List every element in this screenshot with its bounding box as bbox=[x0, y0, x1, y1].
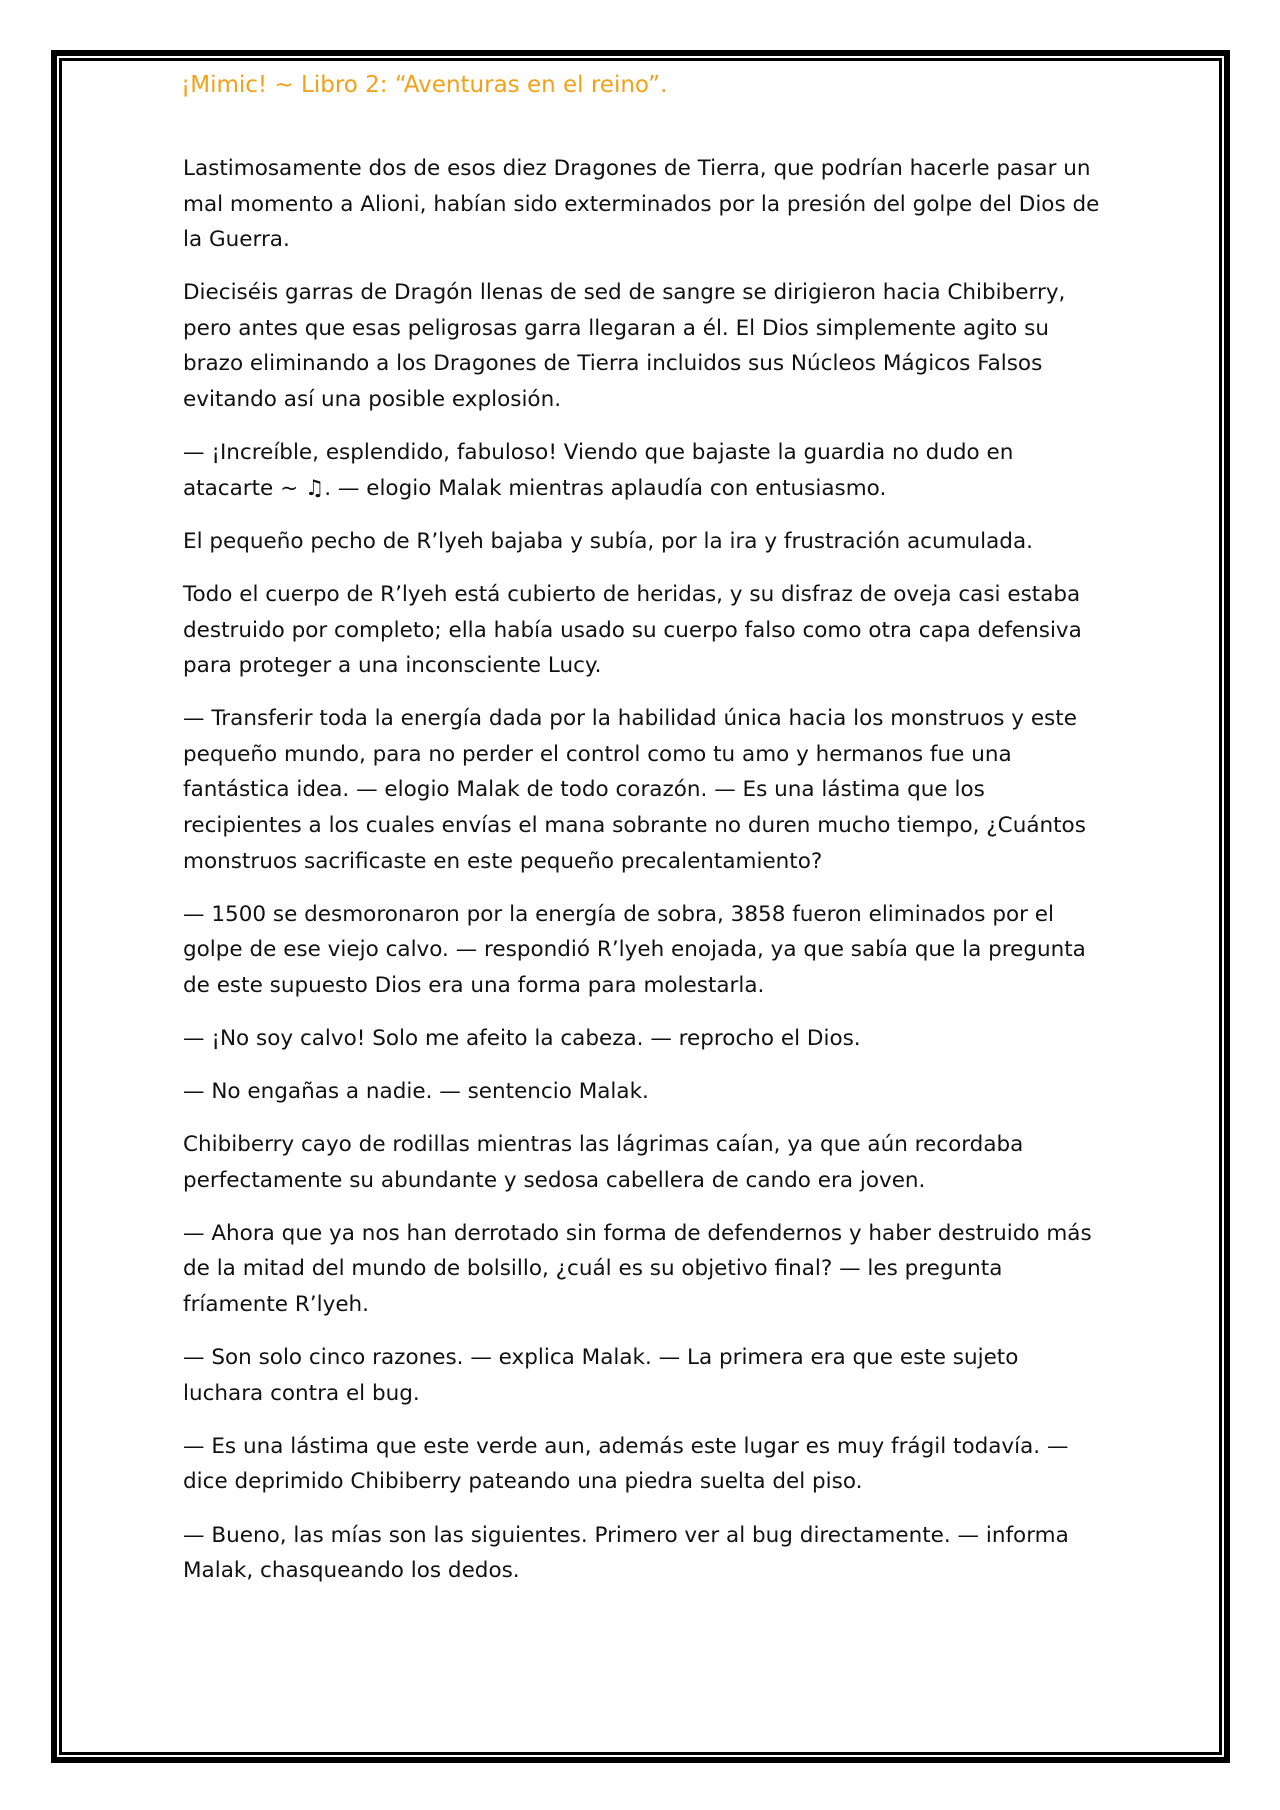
paragraph: — Bueno, las mías son las siguientes. Primero ver al bug directamente. — informa Malak, chasqueando los dedos. bbox=[183, 1522, 1069, 1584]
paragraph: — Ahora que ya nos han derrotado sin forma de defendernos y haber destruido más de la mitad del mundo de bolsillo, ¿cuál es su objetivo final? — les pregunta fríamente R’lyeh. bbox=[183, 1220, 1092, 1318]
page-header: ¡Mimic! ~ Libro 2: “Aventuras en el reino”. bbox=[181, 72, 668, 98]
paragraph: — Es una lástima que este verde aun, además este lugar es muy frágil todavía. — dice deprimido Chibiberry pateando una piedra suelta del piso. bbox=[183, 1433, 1069, 1495]
paragraph: Lastimosamente dos de esos diez Dragones de Tierra, que podrían hacerle pasar un mal momento a Alioni, habían sido exterminados por la presión del golpe del Dios de la Guerra. bbox=[183, 156, 1100, 253]
paragraph: Todo el cuerpo de R’lyeh está cubierto de heridas, y su disfraz de oveja casi estaba destruido por completo; ella había usado su cuerpo falso como otra capa defensiva para proteger a una inconsciente Lucy. bbox=[183, 581, 1082, 679]
paragraph: — ¡Increíble, esplendido, fabuloso! Viendo que bajaste la guardia no dudo en atacarte ~ ♫. — elogio Malak mientras aplaudía con entusiasmo. bbox=[183, 440, 1014, 501]
paragraph: — Son solo cinco razones. — explica Malak. — La primera era que este sujeto luchara contra el bug. bbox=[183, 1345, 1019, 1406]
paragraph: Chibiberry cayo de rodillas mientras las lágrimas caían, ya que aún recordaba perfectamente su abundante y sedosa cabellera de cando era joven. bbox=[183, 1132, 1024, 1193]
paragraph: El pequeño pecho de R’lyeh bajaba y subía, por la ira y frustración acumulada. bbox=[183, 528, 1033, 554]
paragraph: — No engañas a nadie. — sentencio Malak. bbox=[183, 1079, 649, 1105]
paragraph: — 1500 se desmoronaron por la energía de sobra, 3858 fueron eliminados por el golpe de ese viejo calvo. — respondió R’lyeh enojada, ya que sabía que la pregunta de este supuesto Dios era una forma para molestarla. bbox=[183, 901, 1086, 998]
paragraph: Dieciséis garras de Dragón llenas de sed de sangre se dirigieron hacia Chibiberry, pero antes que esas peligrosas garra llegaran a él. El Dios simplemente agito su brazo eliminando a los Dragones de Tierra incluidos sus Núcleos Mágicos Falsos evitando así una posible explosión. bbox=[183, 280, 1066, 413]
paragraph: — ¡No soy calvo! Solo me afeito la cabeza. — reprocho el Dios. bbox=[183, 1025, 861, 1051]
paragraph: — Transferir toda la energía dada por la habilidad única hacia los monstruos y este pequeño mundo, para no perder el control como tu amo y hermanos fue una fantástica idea. — elogio Malak de todo corazón. — Es una lástima que los recipientes a los cuales envías el mana sobrante no duren mucho tiempo, ¿Cuántos monstruos sacrificaste en este pequeño precalentamiento? bbox=[183, 706, 1086, 874]
document-body bbox=[183, 151, 1103, 1606]
